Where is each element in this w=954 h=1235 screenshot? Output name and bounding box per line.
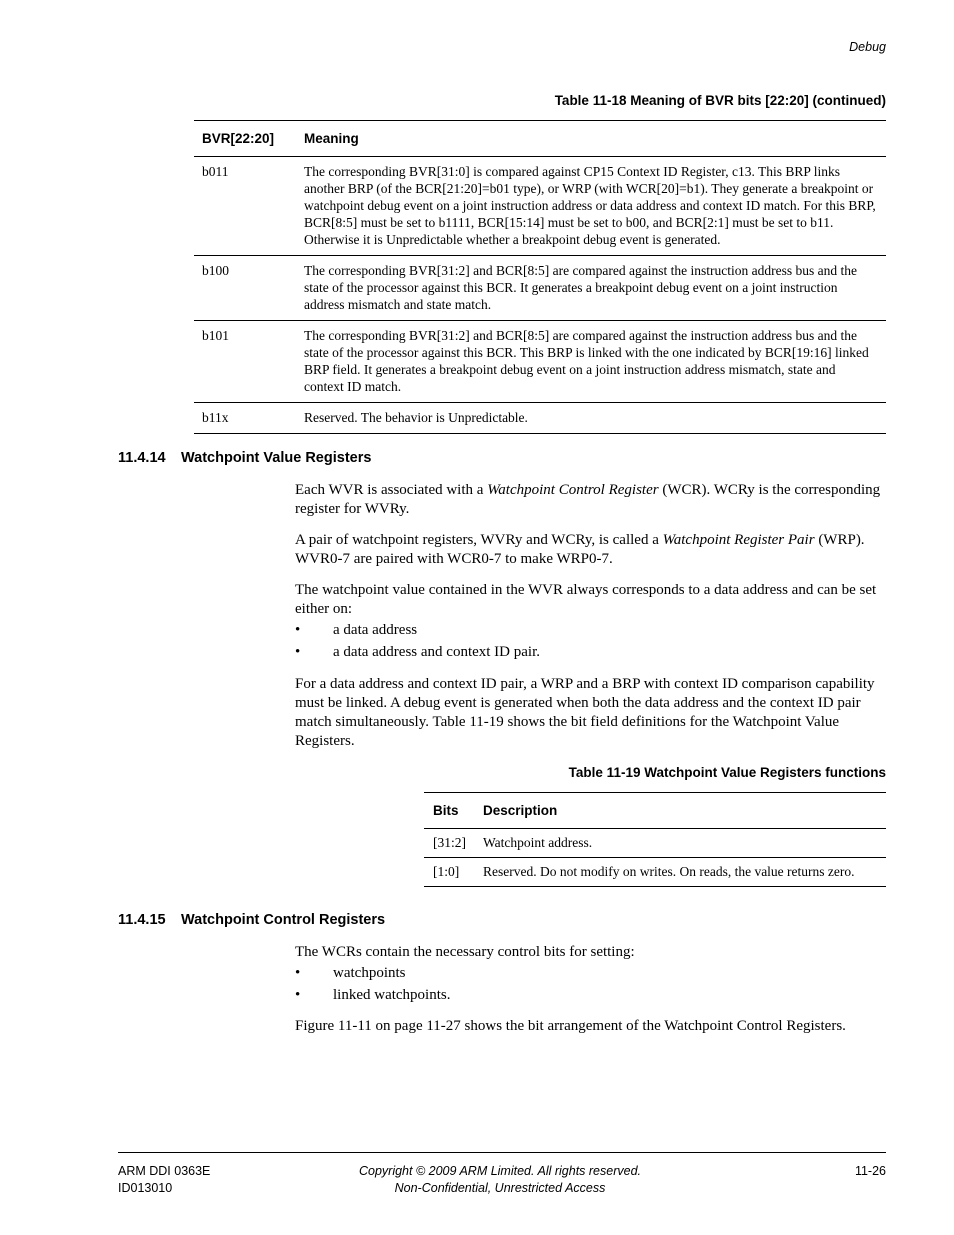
- table-cell-meaning: The corresponding BVR[31:0] is compared against CP15 Context ID Register, c13. This BRP links another BRP (of the BCR[21:20]=b01 type), or WRP (with WCR[20]=b1). They generate a breakpoint or watchpoint debug event on a joint instruction address or data address and context ID match. For this BRP, BCR[8:5] must be set to b1111, BCR[15:14] must be set to b00, and BCR[2:1] must be set to b11. Otherwise it is Unpredictable whether a breakpoint debug event is generated.: [296, 157, 886, 256]
- page-number: 11-26: [854, 1164, 886, 1178]
- running-header: Debug: [849, 40, 886, 54]
- term-italic: Watchpoint Control Register: [487, 482, 659, 498]
- copyright-notice: Copyright © 2009 ARM Limited. All rights reserved.: [358, 1164, 641, 1178]
- list-item: [295, 643, 540, 662]
- table-caption: Table 11-19 Watchpoint Value Registers functions: [568, 765, 886, 780]
- table-cell-meaning: The corresponding BVR[31:2] and BCR[8:5] are compared against the instruction address bus and the state of the processor against this BCR. This BRP is linked with the one indicated by BCR[19:16] linked BRP field. It generates a breakpoint debug event on a joint instruction address mismatch, state and context ID match.: [296, 321, 886, 403]
- table-cell-description: Reserved. Do not modify on writes. On reads, the value returns zero.: [483, 864, 855, 879]
- table-cell-bits: [31:2]: [424, 829, 474, 858]
- section-heading: [118, 912, 385, 928]
- list-item: [295, 964, 406, 983]
- bullet-glyph: •: [295, 622, 301, 638]
- paragraph: [295, 531, 887, 569]
- text-run: (WCR). WCRy is the corresponding register for WVRy.: [295, 482, 881, 517]
- table-cell-value: b011: [194, 157, 296, 256]
- paragraph: [295, 481, 887, 519]
- list-item: [295, 986, 450, 1005]
- section-number: 11.4.14: [118, 450, 166, 466]
- column-header: Meaning: [296, 121, 886, 157]
- access-notice: Non-Confidential, Unrestricted Access: [394, 1181, 606, 1195]
- table-row: [194, 157, 886, 256]
- table-cell-description: Watchpoint address.: [474, 829, 886, 858]
- document-id: ARM DDI 0363E: [118, 1164, 211, 1178]
- column-header: BVR[22:20]: [194, 121, 296, 157]
- table-cell-value: b11x: [202, 410, 229, 425]
- table-cell-meaning: Reserved. The behavior is Unpredictable.: [304, 410, 528, 425]
- table-cell-value: b101: [194, 321, 296, 403]
- bullet-glyph: •: [295, 644, 301, 660]
- column-header: Bits: [424, 793, 474, 829]
- table-row: [194, 256, 886, 321]
- column-header: Description: [474, 793, 886, 829]
- table-cell-meaning: The corresponding BVR[31:2] and BCR[8:5] are compared against the instruction address bus and the state of the processor against this BCR. It generates a breakpoint debug event on a joint instruction address mismatch and state match.: [296, 256, 886, 321]
- table-row: [194, 403, 886, 434]
- section-title: Watchpoint Control Registers: [181, 912, 386, 928]
- section-heading: [118, 450, 371, 466]
- list-item-text: a data address and context ID pair.: [333, 644, 541, 660]
- footer-divider: [118, 1152, 886, 1153]
- list-item-text: watchpoints: [333, 965, 406, 981]
- table-row: [424, 858, 886, 887]
- bvr-meaning-table: [194, 120, 886, 434]
- section-title: Watchpoint Value Registers: [181, 450, 372, 466]
- table-header-row: [424, 793, 886, 829]
- table-cell-bits: [1:0]: [433, 864, 460, 879]
- table-caption: Table 11-18 Meaning of BVR bits [22:20] (continued): [554, 93, 886, 108]
- table-row: [194, 321, 886, 403]
- paragraph: For a data address and context ID pair, a WRP and a BRP with context ID comparison capability must be linked. A debug event is generated when both the data address and the context ID pair match simultaneously. Table 11-19 shows the bit field definitions for the Watchpoint Value Registers.: [295, 676, 875, 749]
- list-item-text: linked watchpoints.: [333, 987, 451, 1003]
- wvr-functions-table: [424, 792, 886, 887]
- text-run: Each WVR is associated with a: [295, 482, 488, 498]
- paragraph: The WCRs contain the necessary control bits for setting:: [295, 944, 635, 960]
- issue-id: ID013010: [118, 1181, 173, 1195]
- table-cell-value: b100: [194, 256, 296, 321]
- footer-left: [118, 1163, 210, 1197]
- text-run: A pair of watchpoint registers, WVRy and WCRy, is called a: [295, 532, 663, 548]
- bullet-glyph: •: [295, 987, 301, 1003]
- section-number: 11.4.15: [118, 912, 166, 928]
- term-italic: Watchpoint Register Pair: [662, 532, 815, 548]
- list-item: [295, 621, 417, 640]
- bullet-glyph: •: [295, 965, 301, 981]
- text-run: (WRP). WVR0-7 are paired with WCR0-7 to make WRP0-7.: [295, 532, 865, 567]
- table-header-row: [194, 121, 886, 157]
- list-item-text: a data address: [333, 622, 418, 638]
- table-row: [424, 829, 886, 858]
- footer-center: [300, 1163, 700, 1197]
- paragraph: Figure 11-11 on page 11-27 shows the bit arrangement of the Watchpoint Control Registers.: [295, 1018, 846, 1034]
- paragraph: The watchpoint value contained in the WVR always corresponds to a data address and can be set either on:: [295, 582, 877, 617]
